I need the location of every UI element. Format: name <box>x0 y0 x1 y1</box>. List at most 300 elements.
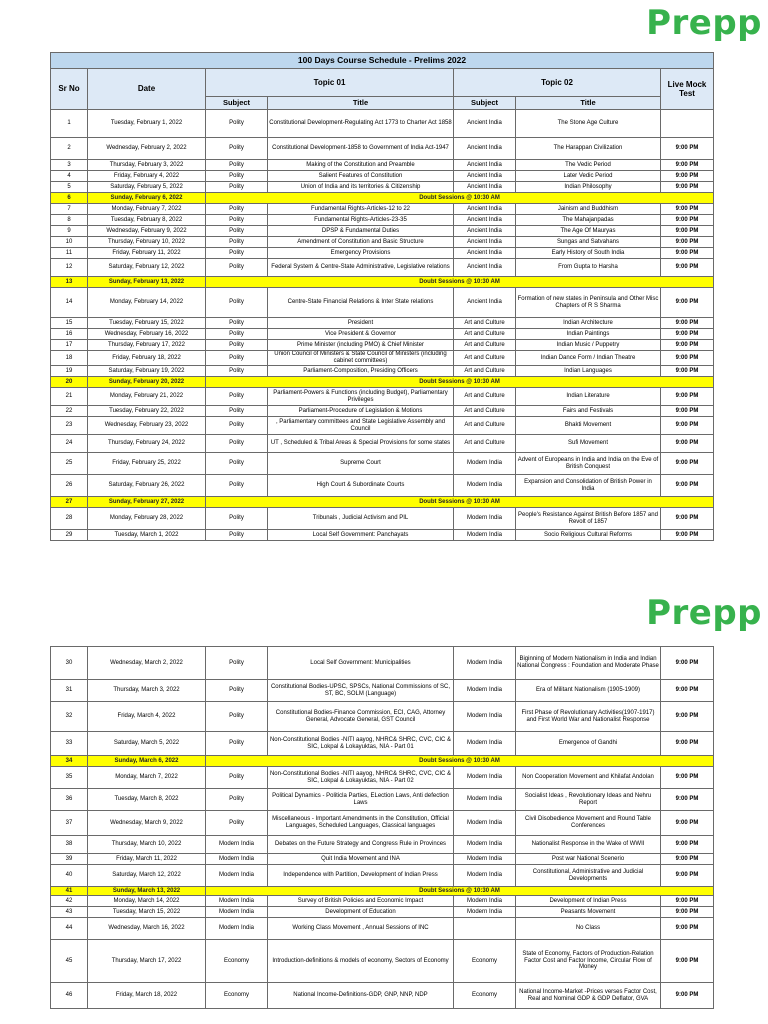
topic1-title-cell: Prime Minister (including PMO) & Chief Minister <box>268 340 454 351</box>
sr-no-cell: 45 <box>51 940 88 983</box>
topic1-subject-cell: Polity <box>206 702 268 732</box>
date-cell: Friday, February 11, 2022 <box>88 248 206 259</box>
table-row <box>51 318 714 329</box>
date-cell: Sunday, February 13, 2022 <box>88 277 206 288</box>
topic2-subject-cell: Modern India <box>454 530 516 541</box>
sr-no-cell: 11 <box>51 248 88 259</box>
topic2-title-cell: Indian Architecture <box>516 318 661 329</box>
topic2-subject-cell: Modern India <box>454 811 516 836</box>
sr-no-cell: 38 <box>51 836 88 854</box>
topic2-title-cell: Bhakti Movement <box>516 417 661 435</box>
mock-test-cell: 9:00 PM <box>661 288 714 318</box>
mock-test-cell <box>661 110 714 138</box>
table-row <box>51 329 714 340</box>
doubt-session-cell: Doubt Sessions @ 10:30 AM <box>206 756 714 767</box>
topic2-subject-cell: Modern India <box>454 680 516 702</box>
date-cell: Saturday, February 5, 2022 <box>88 182 206 193</box>
topic1-subject-cell: Polity <box>206 318 268 329</box>
schedule-table-page-2 <box>50 646 714 1009</box>
date-cell: Wednesday, February 23, 2022 <box>88 417 206 435</box>
sr-no-cell: 24 <box>51 435 88 453</box>
date-cell: Monday, March 7, 2022 <box>88 767 206 789</box>
topic1-title-cell: Non-Constitutional Bodies -NITI aayog, NHRC& SHRC, CVC, CIC & SIC, Lokpal & Lokayuktas, NIA - Part 02 <box>268 767 454 789</box>
sr-no-cell: 10 <box>51 237 88 248</box>
sr-no-cell: 21 <box>51 388 88 406</box>
table-row <box>51 237 714 248</box>
topic2-title-cell: No Class <box>516 918 661 940</box>
header-live-mock-test: Live Mock Test <box>661 69 714 110</box>
topic2-title-cell: Non Cooperation Movement and Khilafat Andolan <box>516 767 661 789</box>
topic1-subject-cell: Polity <box>206 237 268 248</box>
date-cell: Thursday, February 3, 2022 <box>88 160 206 171</box>
topic1-title-cell: Tribunals , Judicial Activism and PIL <box>268 508 454 530</box>
topic2-title-cell: Sungas and Satvahans <box>516 237 661 248</box>
topic1-subject-cell: Modern India <box>206 907 268 918</box>
sr-no-cell: 18 <box>51 351 88 366</box>
sr-no-cell: 44 <box>51 918 88 940</box>
date-cell: Tuesday, February 8, 2022 <box>88 215 206 226</box>
topic2-title-cell: Indian Music / Puppetry <box>516 340 661 351</box>
mock-test-cell: 9:00 PM <box>661 896 714 907</box>
sr-no-cell: 30 <box>51 647 88 680</box>
table-row <box>51 366 714 377</box>
sr-no-cell: 41 <box>51 887 88 896</box>
topic1-subject-cell: Polity <box>206 160 268 171</box>
topic2-subject-cell: Modern India <box>454 508 516 530</box>
table-row <box>51 680 714 702</box>
topic1-title-cell: Local Self Government: Panchayats <box>268 530 454 541</box>
date-cell: Friday, March 18, 2022 <box>88 983 206 1009</box>
sr-no-cell: 27 <box>51 497 88 508</box>
topic2-subject-cell: Art and Culture <box>454 417 516 435</box>
topic1-subject-cell: Polity <box>206 351 268 366</box>
date-cell: Wednesday, February 16, 2022 <box>88 329 206 340</box>
topic2-subject-cell: Art and Culture <box>454 366 516 377</box>
topic1-subject-cell: Polity <box>206 226 268 237</box>
sr-no-cell: 40 <box>51 865 88 887</box>
date-cell: Monday, February 7, 2022 <box>88 204 206 215</box>
topic1-subject-cell: Polity <box>206 406 268 417</box>
topic1-title-cell: Constitutional Development-1858 to Government of India Act-1947 <box>268 138 454 160</box>
topic1-subject-cell: Polity <box>206 215 268 226</box>
mock-test-cell: 9:00 PM <box>661 854 714 865</box>
date-cell: Wednesday, March 16, 2022 <box>88 918 206 940</box>
topic1-title-cell: Non-Constitutional Bodies -NITI aayog, NHRC& SHRC, CVC, CIC & SIC, Lokpal & Lokayuktas, NIA - Part 01 <box>268 732 454 756</box>
topic2-title-cell: National Income-Market -Prices verses Factor Cost, Real and Nominal GDP & GDP Deflator, GVA <box>516 983 661 1009</box>
sr-no-cell: 9 <box>51 226 88 237</box>
topic1-title-cell: Parliament-Powers & Functions (including Budget), Parliamentary Privileges <box>268 388 454 406</box>
topic2-title-cell: People's Resistance Against British Before 1857 and Revolt of 1857 <box>516 508 661 530</box>
mock-test-cell: 9:00 PM <box>661 918 714 940</box>
table-row <box>51 530 714 541</box>
mock-test-cell: 9:00 PM <box>661 811 714 836</box>
topic1-title-cell: Union Council of Ministers & State Council of Ministers (including cabinet committees) <box>268 351 454 366</box>
topic1-subject-cell: Modern India <box>206 836 268 854</box>
header-topic-01: Topic 01 <box>206 69 454 97</box>
topic1-subject-cell: Polity <box>206 110 268 138</box>
date-cell: Tuesday, February 15, 2022 <box>88 318 206 329</box>
date-cell: Thursday, March 17, 2022 <box>88 940 206 983</box>
sr-no-cell: 42 <box>51 896 88 907</box>
topic2-subject-cell: Ancient India <box>454 182 516 193</box>
topic2-subject-cell: Ancient India <box>454 237 516 248</box>
topic2-title-cell: Advent of Europeans in India and India on the Eve of British Conquest <box>516 453 661 475</box>
topic1-subject-cell: Polity <box>206 340 268 351</box>
topic2-subject-cell: Ancient India <box>454 171 516 182</box>
date-cell: Wednesday, February 2, 2022 <box>88 138 206 160</box>
topic2-subject-cell: Modern India <box>454 453 516 475</box>
mock-test-cell: 9:00 PM <box>661 388 714 406</box>
mock-test-cell: 9:00 PM <box>661 983 714 1009</box>
topic1-subject-cell: Polity <box>206 530 268 541</box>
table-title: 100 Days Course Schedule - Prelims 2022 <box>51 53 714 69</box>
topic1-title-cell: President <box>268 318 454 329</box>
topic2-title-cell: Constitutional, Administrative and Judicial Developments <box>516 865 661 887</box>
topic2-subject-cell: Modern India <box>454 896 516 907</box>
topic1-subject-cell: Polity <box>206 329 268 340</box>
date-cell: Saturday, February 26, 2022 <box>88 475 206 497</box>
date-cell: Tuesday, March 15, 2022 <box>88 907 206 918</box>
sr-no-cell: 6 <box>51 193 88 204</box>
table-row <box>51 940 714 983</box>
topic1-subject-cell: Polity <box>206 475 268 497</box>
topic1-subject-cell: Modern India <box>206 854 268 865</box>
sr-no-cell: 32 <box>51 702 88 732</box>
topic2-title-cell: The Stone Age Culture <box>516 110 661 138</box>
mock-test-cell: 9:00 PM <box>661 366 714 377</box>
topic2-subject-cell: Ancient India <box>454 226 516 237</box>
topic1-title-cell: Working Class Movement , Annual Sessions of INC <box>268 918 454 940</box>
table-row <box>51 171 714 182</box>
topic2-title-cell: Biginning of Modern Nationalism in India and Indian National Congress : Foundation and Moderate Phase <box>516 647 661 680</box>
table-row <box>51 789 714 811</box>
mock-test-cell: 9:00 PM <box>661 204 714 215</box>
table-row <box>51 475 714 497</box>
topic2-title-cell: Indian Paintings <box>516 329 661 340</box>
header-sr-no: Sr No <box>51 69 88 110</box>
topic1-subject-cell: Polity <box>206 680 268 702</box>
table-row <box>51 110 714 138</box>
header-topic-02: Topic 02 <box>454 69 661 97</box>
doubt-session-cell: Doubt Sessions @ 10:30 AM <box>206 377 714 388</box>
topic2-subject-cell: Ancient India <box>454 160 516 171</box>
topic2-title-cell: Nationalist Response in the Wake of WWII <box>516 836 661 854</box>
topic1-subject-cell: Polity <box>206 811 268 836</box>
sr-no-cell: 20 <box>51 377 88 388</box>
topic2-title-cell: Post war National Scenerio <box>516 854 661 865</box>
doubt-session-cell: Doubt Sessions @ 10:30 AM <box>206 497 714 508</box>
topic1-title-cell: Local Self Government: Municipalities <box>268 647 454 680</box>
date-cell: Sunday, February 6, 2022 <box>88 193 206 204</box>
date-cell: Wednesday, February 9, 2022 <box>88 226 206 237</box>
topic2-title-cell: The Age Of Mauryas <box>516 226 661 237</box>
doubt-session-row <box>51 887 714 896</box>
table-row <box>51 248 714 259</box>
sr-no-cell: 4 <box>51 171 88 182</box>
topic2-subject-cell: Ancient India <box>454 138 516 160</box>
topic1-title-cell: Political Dynamics - Politicla Parties, ELection Laws, Anti defection Laws <box>268 789 454 811</box>
sr-no-cell: 5 <box>51 182 88 193</box>
topic2-subject-cell: Modern India <box>454 702 516 732</box>
date-cell: Wednesday, March 2, 2022 <box>88 647 206 680</box>
date-cell: Thursday, February 10, 2022 <box>88 237 206 248</box>
date-cell: Sunday, March 13, 2022 <box>88 887 206 896</box>
topic1-subject-cell: Polity <box>206 288 268 318</box>
topic2-subject-cell: Art and Culture <box>454 329 516 340</box>
table-row <box>51 896 714 907</box>
topic2-title-cell: Formation of new states in Peninsula and Other Misc Chapters of R S Sharma <box>516 288 661 318</box>
table-row <box>51 836 714 854</box>
mock-test-cell: 9:00 PM <box>661 182 714 193</box>
topic1-title-cell: Debates on the Future Strategy and Congress Rule in Provinces <box>268 836 454 854</box>
topic2-title-cell: Indian Philosophy <box>516 182 661 193</box>
date-cell: Monday, February 28, 2022 <box>88 508 206 530</box>
table-row <box>51 918 714 940</box>
topic1-title-cell: Development of Education <box>268 907 454 918</box>
mock-test-cell: 9:00 PM <box>661 907 714 918</box>
table-row <box>51 182 714 193</box>
topic1-subject-cell: Polity <box>206 138 268 160</box>
topic2-subject-cell: Ancient India <box>454 288 516 318</box>
topic1-title-cell: Independence with Partition, Development of Indian Press <box>268 865 454 887</box>
date-cell: Saturday, March 12, 2022 <box>88 865 206 887</box>
table-row <box>51 388 714 406</box>
table-row <box>51 508 714 530</box>
topic1-title-cell: Constitutional Bodies-Finance Commission, ECI, CAG, Attorney General, Advocate General, GST Council <box>268 702 454 732</box>
sr-no-cell: 33 <box>51 732 88 756</box>
date-cell: Monday, February 14, 2022 <box>88 288 206 318</box>
sr-no-cell: 3 <box>51 160 88 171</box>
prepp-logo: Prepp <box>646 3 762 43</box>
topic2-title-cell: Era of Militant Nationalism (1905-1909) <box>516 680 661 702</box>
table-row <box>51 854 714 865</box>
topic1-subject-cell: Modern India <box>206 896 268 907</box>
table-row <box>51 983 714 1009</box>
topic1-subject-cell: Polity <box>206 182 268 193</box>
topic2-subject-cell: Modern India <box>454 789 516 811</box>
table-row <box>51 865 714 887</box>
topic1-subject-cell: Polity <box>206 732 268 756</box>
mock-test-cell: 9:00 PM <box>661 940 714 983</box>
topic1-subject-cell: Polity <box>206 388 268 406</box>
topic2-title-cell: Later Vedic Period <box>516 171 661 182</box>
table-row <box>51 417 714 435</box>
topic1-title-cell: Quit India Movement and INA <box>268 854 454 865</box>
topic1-subject-cell: Polity <box>206 767 268 789</box>
mock-test-cell: 9:00 PM <box>661 248 714 259</box>
topic1-title-cell: Introduction-definitions & models of economy, Sectors of Economy <box>268 940 454 983</box>
schedule-rows-page-1 <box>51 110 714 541</box>
sr-no-cell: 35 <box>51 767 88 789</box>
sr-no-cell: 2 <box>51 138 88 160</box>
mock-test-cell: 9:00 PM <box>661 226 714 237</box>
header-date: Date <box>88 69 206 110</box>
mock-test-cell: 9:00 PM <box>661 160 714 171</box>
topic2-title-cell: Emergence of Gandhi <box>516 732 661 756</box>
mock-test-cell: 9:00 PM <box>661 836 714 854</box>
topic2-subject-cell: Modern India <box>454 854 516 865</box>
sr-no-cell: 1 <box>51 110 88 138</box>
topic1-subject-cell: Polity <box>206 204 268 215</box>
topic1-title-cell: Constitutional Bodies-UPSC, SPSCs, National Commissions of SC, ST, BC, SOLM (Language) <box>268 680 454 702</box>
table-row <box>51 647 714 680</box>
date-cell: Sunday, February 27, 2022 <box>88 497 206 508</box>
topic2-subject-cell: Ancient India <box>454 248 516 259</box>
topic2-subject-cell: Art and Culture <box>454 351 516 366</box>
sr-no-cell: 26 <box>51 475 88 497</box>
topic2-title-cell: Fairs and Festivals <box>516 406 661 417</box>
date-cell: Sunday, February 20, 2022 <box>88 377 206 388</box>
topic2-subject-cell: Modern India <box>454 475 516 497</box>
sr-no-cell: 12 <box>51 259 88 277</box>
date-cell: Tuesday, February 22, 2022 <box>88 406 206 417</box>
topic1-title-cell: Salient Features of Constitution <box>268 171 454 182</box>
sr-no-cell: 19 <box>51 366 88 377</box>
topic1-title-cell: Constitutional Development-Regulating Act 1773 to Charter Act 1858 <box>268 110 454 138</box>
mock-test-cell: 9:00 PM <box>661 329 714 340</box>
schedule-table-page-1 <box>50 52 714 541</box>
date-cell: Thursday, March 3, 2022 <box>88 680 206 702</box>
sr-no-cell: 15 <box>51 318 88 329</box>
topic2-title-cell: Development of Indian Press <box>516 896 661 907</box>
topic2-subject-cell: Art and Culture <box>454 340 516 351</box>
topic2-subject-cell: Ancient India <box>454 204 516 215</box>
mock-test-cell: 9:00 PM <box>661 865 714 887</box>
mock-test-cell: 9:00 PM <box>661 435 714 453</box>
subheader-subject-1: Subject <box>206 97 268 110</box>
date-cell: Tuesday, February 1, 2022 <box>88 110 206 138</box>
table-row <box>51 453 714 475</box>
mock-test-cell: 9:00 PM <box>661 453 714 475</box>
topic1-title-cell: Federal System & Centre-State Administrative, Legislative relations <box>268 259 454 277</box>
topic2-subject-cell: Ancient India <box>454 110 516 138</box>
topic2-title-cell: Indian Literature <box>516 388 661 406</box>
sr-no-cell: 13 <box>51 277 88 288</box>
mock-test-cell: 9:00 PM <box>661 732 714 756</box>
topic2-subject-cell: Modern India <box>454 865 516 887</box>
table-row <box>51 907 714 918</box>
topic2-subject-cell: Modern India <box>454 732 516 756</box>
topic2-subject-cell: Art and Culture <box>454 406 516 417</box>
sr-no-cell: 46 <box>51 983 88 1009</box>
sr-no-cell: 31 <box>51 680 88 702</box>
mock-test-cell: 9:00 PM <box>661 417 714 435</box>
sr-no-cell: 25 <box>51 453 88 475</box>
sr-no-cell: 17 <box>51 340 88 351</box>
topic2-title-cell: The Mahajanpadas <box>516 215 661 226</box>
mock-test-cell: 9:00 PM <box>661 680 714 702</box>
topic1-subject-cell: Polity <box>206 789 268 811</box>
topic1-subject-cell: Polity <box>206 647 268 680</box>
topic2-title-cell: Civil Disobedience Movement and Round Table Conferences <box>516 811 661 836</box>
topic1-title-cell: Parliament-Procedure of Legislation & Motions <box>268 406 454 417</box>
topic2-subject-cell: Art and Culture <box>454 388 516 406</box>
table-row <box>51 732 714 756</box>
sr-no-cell: 34 <box>51 756 88 767</box>
topic1-title-cell: Supreme Court <box>268 453 454 475</box>
topic2-title-cell: From Gupta to Harsha <box>516 259 661 277</box>
topic1-title-cell: High Court & Subordinate Courts <box>268 475 454 497</box>
mock-test-cell: 9:00 PM <box>661 530 714 541</box>
doubt-session-row <box>51 277 714 288</box>
mock-test-cell: 9:00 PM <box>661 767 714 789</box>
topic2-subject-cell: Economy <box>454 983 516 1009</box>
topic2-subject-cell: Modern India <box>454 836 516 854</box>
doubt-session-row <box>51 756 714 767</box>
topic2-subject-cell: Ancient India <box>454 215 516 226</box>
subheader-subject-2: Subject <box>454 97 516 110</box>
sr-no-cell: 23 <box>51 417 88 435</box>
topic1-title-cell: Fundamental Rights-Articles-12 to 22 <box>268 204 454 215</box>
table-row <box>51 259 714 277</box>
topic2-title-cell: Indian Dance Form / Indian Theatre <box>516 351 661 366</box>
doubt-session-cell: Doubt Sessions @ 10:30 AM <box>206 887 714 896</box>
date-cell: Tuesday, March 1, 2022 <box>88 530 206 541</box>
date-cell: Sunday, March 6, 2022 <box>88 756 206 767</box>
table-row <box>51 702 714 732</box>
date-cell: Saturday, February 12, 2022 <box>88 259 206 277</box>
topic1-subject-cell: Polity <box>206 417 268 435</box>
topic2-title-cell: Sufi Movement <box>516 435 661 453</box>
table-row <box>51 767 714 789</box>
topic2-subject-cell <box>454 918 516 940</box>
topic1-title-cell: Miscellaneous - Important Amendments in the Constitution, Official Languages, Scheduled Languages, Classical languages <box>268 811 454 836</box>
topic2-title-cell: The Vedic Period <box>516 160 661 171</box>
topic2-subject-cell: Modern India <box>454 647 516 680</box>
sr-no-cell: 16 <box>51 329 88 340</box>
mock-test-cell: 9:00 PM <box>661 475 714 497</box>
doubt-session-row <box>51 497 714 508</box>
table-row <box>51 351 714 366</box>
sr-no-cell: 22 <box>51 406 88 417</box>
table-row <box>51 138 714 160</box>
date-cell: Friday, February 25, 2022 <box>88 453 206 475</box>
date-cell: Monday, March 14, 2022 <box>88 896 206 907</box>
topic1-title-cell: UT , Scheduled & Tribal Areas & Special Provisions for some states <box>268 435 454 453</box>
prepp-logo: Prepp <box>646 593 762 633</box>
date-cell: Tuesday, March 8, 2022 <box>88 789 206 811</box>
mock-test-cell: 9:00 PM <box>661 508 714 530</box>
topic1-title-cell: Fundamental Rights-Articles-23-35 <box>268 215 454 226</box>
table-row <box>51 204 714 215</box>
sr-no-cell: 8 <box>51 215 88 226</box>
topic1-subject-cell: Economy <box>206 983 268 1009</box>
date-cell: Thursday, March 10, 2022 <box>88 836 206 854</box>
topic1-title-cell: DPSP & Fundamental Duties <box>268 226 454 237</box>
subheader-title-1: Title <box>268 97 454 110</box>
table-row <box>51 288 714 318</box>
table-row <box>51 811 714 836</box>
date-cell: Friday, March 11, 2022 <box>88 854 206 865</box>
topic2-subject-cell: Economy <box>454 940 516 983</box>
topic2-subject-cell: Modern India <box>454 767 516 789</box>
topic2-subject-cell: Ancient India <box>454 259 516 277</box>
date-cell: Saturday, March 5, 2022 <box>88 732 206 756</box>
mock-test-cell: 9:00 PM <box>661 138 714 160</box>
topic2-subject-cell: Modern India <box>454 907 516 918</box>
topic1-subject-cell: Polity <box>206 508 268 530</box>
sr-no-cell: 36 <box>51 789 88 811</box>
mock-test-cell: 9:00 PM <box>661 406 714 417</box>
date-cell: Friday, February 4, 2022 <box>88 171 206 182</box>
topic1-subject-cell: Polity <box>206 171 268 182</box>
topic2-title-cell: Expansion and Consolidation of British Power in India <box>516 475 661 497</box>
topic2-title-cell: Socio Religious Cultural Reforms <box>516 530 661 541</box>
sr-no-cell: 39 <box>51 854 88 865</box>
topic1-subject-cell: Modern India <box>206 865 268 887</box>
table-row <box>51 215 714 226</box>
table-row <box>51 406 714 417</box>
